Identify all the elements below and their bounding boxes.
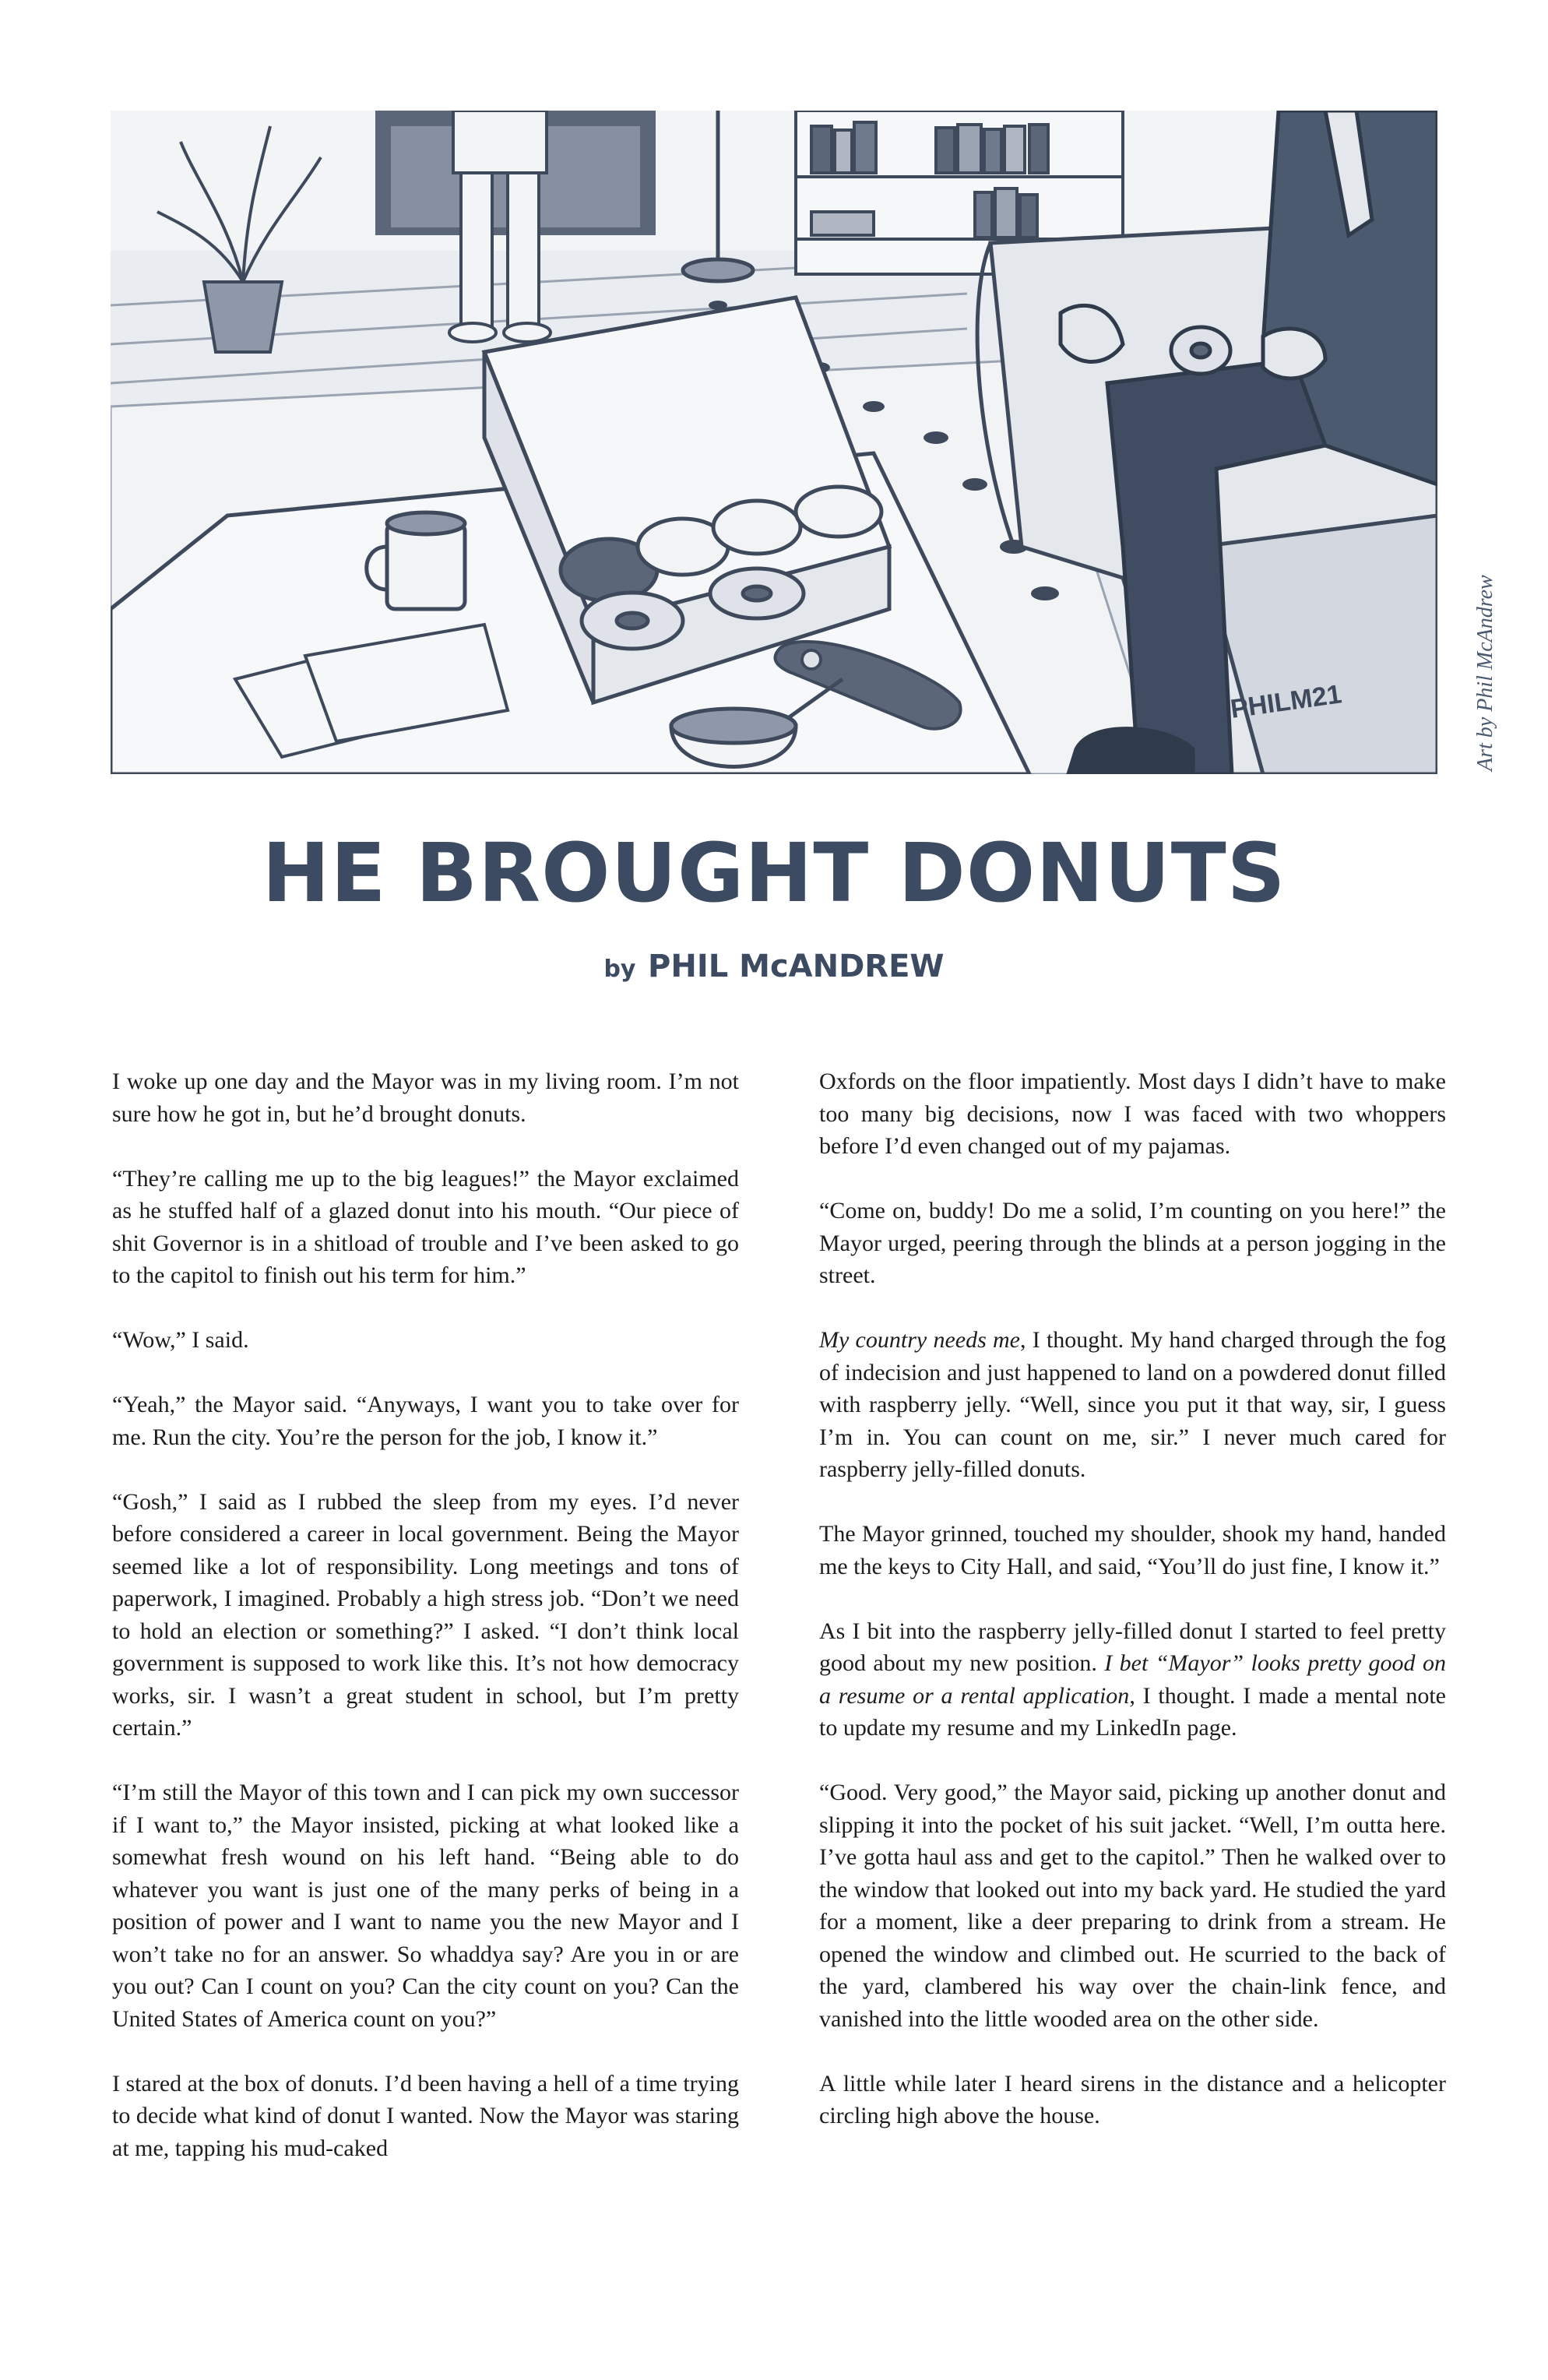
- artist-signature: PHILM21: [1228, 679, 1344, 724]
- paragraph: “Wow,” I said.: [112, 1327, 249, 1353]
- italic-text: I bet “Mayor” looks pretty good on a resume or a rental application: [819, 1650, 1446, 1709]
- paragraph: I woke up one day and the Mayor was in my living room. I’m not sure how he got in, but he’d brought donuts.: [112, 1069, 739, 1127]
- paragraph: A little while later I heard sirens in the distance and a helicopter circling high above the house.: [819, 2070, 1446, 2128]
- paragraph: “They’re calling me up to the big leagues!” the Mayor exclaimed as he stuffed half of a glazed donut into his mouth. “Our piece of shit Governor is in a shitload of trouble and I’ve been asked to go to the capitol to finish out his term for him.”: [112, 1165, 739, 1288]
- paragraph: “Come on, buddy! Do me a solid, I’m counting on you here!” the Mayor urged, peering through the blinds at a person jogging in the street.: [819, 1198, 1446, 1288]
- italic-text: My country needs me: [819, 1327, 1020, 1353]
- article-title: HE BROUGHT DONUTS: [262, 826, 1286, 921]
- paragraph: [819, 1324, 1446, 1486]
- paragraph: “Good. Very good,” the Mayor said, picking up another donut and slipping it into the pocket of his suit jacket. “Well, I’m outta here. I’ve gotta haul ass and get to the capitol.” Then he walked over to the window that looked out into my back yard. He studied the yard for a moment, like a deer preparing to drink from a stream. He opened the window and climbed out. He scurried to the back of the yard, clambered his way over the chain-link fence, and vanished into the little wooded area on the other side.: [819, 1780, 1446, 2032]
- paragraph: The Mayor grinned, touched my shoulder, shook my hand, handed me the keys to City Hall, and said, “You’ll do just fine, I know it.”: [819, 1521, 1446, 1579]
- paragraph: [819, 1615, 1446, 1745]
- paragraph-text: As I bit into the raspberry jelly-filled donut I started to feel pretty good about my new position.: [819, 1618, 1446, 1676]
- article-column-left: [112, 1065, 739, 2197]
- paragraph: “I’m still the Mayor of this town and I can pick my own successor if I want to,” the Mayor insisted, picking at what looked like a somewhat fresh wound on his left hand. “Being able to do whatever you want is just one of the many perks of being in a position of power and I want to name you the new Mayor and I won’t take no for an answer. So whaddya say? Are you in or are you out? Can I count on you? Can the city count on you? Can the United States of America count on you?”: [112, 1780, 739, 2032]
- illustration-svg: [111, 111, 1437, 774]
- article-column-right: [819, 1065, 1446, 2164]
- paragraph: Oxfords on the floor impatiently. Most days I didn’t have to make too many big decisions, now I was faced with two whoppers before I’d even changed out of my pajamas.: [819, 1069, 1446, 1159]
- illustration-living-room: [111, 111, 1437, 774]
- paragraph-text: , I thought. I made a mental note to update my resume and my LinkedIn page.: [819, 1682, 1446, 1741]
- byline-prefix: by: [603, 956, 636, 983]
- paragraph-text: , I thought. My hand charged through the fog of indecision and just happened to land on a powdered donut filled with raspberry jelly. “Well, since you put it that way, sir, I guess I’m in. You can count on me, sir.” I never much cared for raspberry jelly-filled donuts.: [819, 1327, 1446, 1482]
- paragraph: “Gosh,” I said as I rubbed the sleep from my eyes. I’d never before considered a career in local government. Being the Mayor seemed like a lot of responsibility. Long meetings and tons of paperwork, I imagined. Probably a high stress job. “Don’t we need to hold an election or something?” I asked. “I don’t think local government is supposed to work like this. It’s not how democracy works, sir. I wasn’t a great student in school, but I’m pretty certain.”: [112, 1488, 739, 1741]
- byline-author: PHIL McANDREW: [648, 949, 945, 984]
- paragraph: “Yeah,” the Mayor said. “Anyways, I want you to take over for me. Run the city. You’re the person for the job, I know it.”: [112, 1392, 739, 1450]
- paragraph: I stared at the box of donuts. I’d been having a hell of a time trying to decide what kind of donut I wanted. Now the Mayor was staring at me, tapping his mud-caked: [112, 2070, 739, 2161]
- byline: [0, 949, 1548, 984]
- art-credit: Art by Phil McAndrew: [1473, 575, 1497, 771]
